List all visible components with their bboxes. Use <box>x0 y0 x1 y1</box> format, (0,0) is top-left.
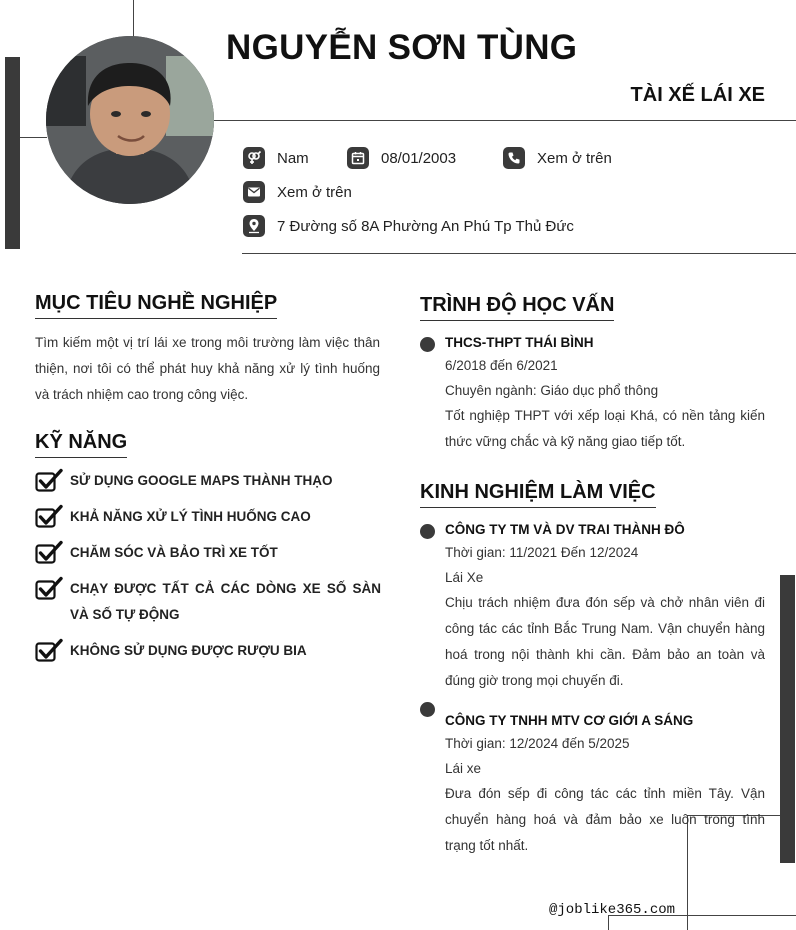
address-value: 7 Đường số 8A Phường An Phú Tp Thủ Đức <box>277 217 574 235</box>
skill-text: KHẢ NĂNG XỬ LÝ TÌNH HUỐNG CAO <box>70 509 311 524</box>
skill-item <box>35 576 381 628</box>
checkbox-check-icon <box>35 576 63 602</box>
objective-text: Tìm kiếm một vị trí lái xe trong môi trường làm việc thân thiện, nơi tôi có thể phát huy khả năng xử lý tình huống và trách nhiệm cao trong công việc. <box>35 335 380 402</box>
right-accent-bar <box>780 575 795 863</box>
experience-item <box>420 520 765 694</box>
email-value: Xem ở trên <box>277 183 352 201</box>
birthday-value: 08/01/2003 <box>381 149 457 167</box>
contact-divider-line <box>242 253 796 254</box>
left-accent-bar <box>5 57 20 249</box>
job-period: Thời gian: 11/2021 Đến 12/2024 <box>445 545 639 560</box>
calendar-icon <box>347 147 369 169</box>
gender-value: Nam <box>277 149 309 167</box>
avatar-connector-line <box>20 137 47 138</box>
education-description: Tốt nghiệp THPT với xếp loại Khá, có nền tảng kiến thức vững chắc và kỹ năng giao tiếp tốt. <box>445 408 765 449</box>
skill-item <box>35 468 381 494</box>
school-name: THCS-THPT THÁI BÌNH <box>445 335 594 350</box>
company-name: CÔNG TY TM VÀ DV TRAI THÀNH ĐÔ <box>445 522 685 537</box>
checkbox-check-icon <box>35 468 63 494</box>
education-period: 6/2018 đến 6/2021 <box>445 358 558 373</box>
candidate-name: NGUYỄN SƠN TÙNG <box>226 28 578 67</box>
checkbox-check-icon <box>35 504 63 530</box>
contact-birthday <box>347 147 456 169</box>
avatar <box>46 36 214 204</box>
skill-text: CHĂM SÓC VÀ BẢO TRÌ XE TỐT <box>70 545 278 560</box>
phone-icon <box>503 147 525 169</box>
job-description: Chịu trách nhiệm đưa đón sếp và chở nhân viên đi công tác các tỉnh Bắc Trung Nam. Vận chuyển hàng hoá trong nội thành khi cần. Đảm bảo an toàn và đúng giờ trong mọi chuyến đi. <box>445 595 765 688</box>
objective-heading: MỤC TIÊU NGHỀ NGHIỆP <box>35 292 277 319</box>
skill-item <box>35 504 381 530</box>
skill-item <box>35 540 381 566</box>
job-role: Lái xe <box>445 761 482 776</box>
skills-heading: KỸ NĂNG <box>35 431 127 458</box>
header-divider-line <box>214 120 796 121</box>
avatar-photo <box>46 36 214 204</box>
skills-list <box>35 468 381 674</box>
top-vertical-line <box>133 0 134 38</box>
location-pin-icon <box>243 215 265 237</box>
checkbox-check-icon <box>35 638 63 664</box>
experience-item <box>420 698 765 859</box>
watermark: @joblike365.com <box>549 902 676 918</box>
contact-email[interactable] <box>243 181 352 203</box>
timeline-dot <box>420 524 435 539</box>
job-description: Đưa đón sếp đi công tác các tỉnh miền Tây. Vận chuyển hàng hoá và đảm bảo xe luôn trong tình trạng tốt nhất. <box>445 786 765 853</box>
job-title: TÀI XẾ LÁI XE <box>630 84 765 106</box>
checkbox-check-icon <box>35 540 63 566</box>
contact-gender <box>243 147 309 169</box>
education-heading: TRÌNH ĐỘ HỌC VẤN <box>420 294 614 321</box>
education-item <box>420 333 765 455</box>
timeline-dot <box>420 337 435 352</box>
envelope-icon <box>243 181 265 203</box>
experience-heading: KINH NGHIỆM LÀM VIỆC <box>420 481 656 508</box>
timeline-dot <box>420 702 435 717</box>
skill-text: SỬ DỤNG GOOGLE MAPS THÀNH THẠO <box>70 473 333 488</box>
job-role: Lái Xe <box>445 570 484 585</box>
contact-address <box>243 215 574 237</box>
skill-text: KHÔNG SỬ DỤNG ĐƯỢC RƯỢU BIA <box>70 643 307 658</box>
job-period: Thời gian: 12/2024 đến 5/2025 <box>445 736 630 751</box>
company-name: CÔNG TY TNHH MTV CƠ GIỚI A SÁNG <box>445 713 694 728</box>
gender-icon <box>243 147 265 169</box>
phone-value: Xem ở trên <box>537 149 612 167</box>
contact-phone[interactable] <box>503 147 612 169</box>
skill-text: CHẠY ĐƯỢC TẤT CẢ CÁC DÒNG XE SỐ SÀN VÀ SỐ TỰ ĐỘNG <box>70 581 381 622</box>
skill-item <box>35 638 381 664</box>
education-major: Chuyên ngành: Giáo dục phổ thông <box>445 383 659 398</box>
